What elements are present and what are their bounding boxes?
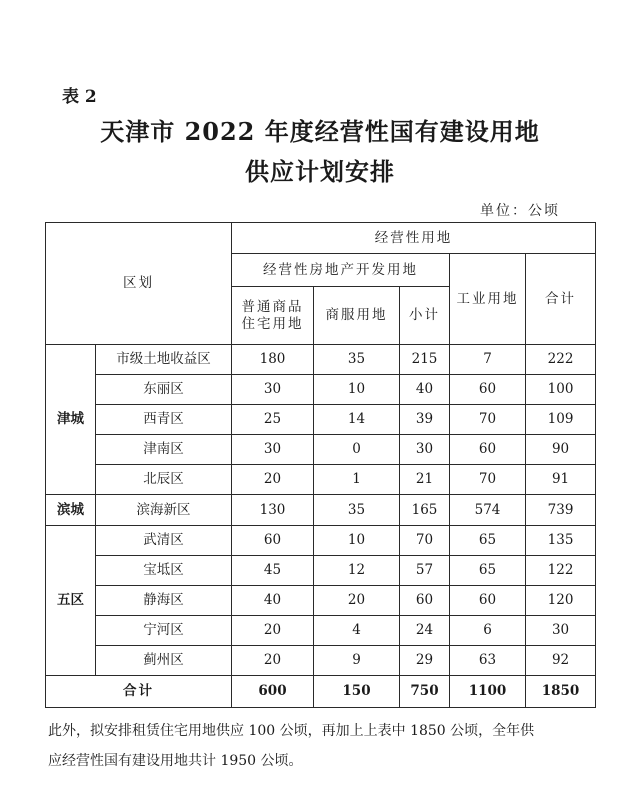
cell-commercial: 10 [314,526,400,556]
district-name: 武清区 [96,526,232,556]
cell-total: 100 [526,375,596,405]
header-residential-line2: 住宅用地 [241,315,304,332]
cell-residential: 25 [232,405,314,435]
cell-subtotal: 30 [400,435,450,465]
cell-industrial: 60 [450,586,526,616]
cell-industrial: 60 [450,435,526,465]
cell-commercial: 0 [314,435,400,465]
footnote-line2: 应经营性国有建设用地共计 1950 公顷。 [48,753,303,769]
table-row [46,646,596,676]
total-industrial: 1100 [450,676,526,708]
cell-total: 109 [526,405,596,435]
cell-commercial: 35 [314,345,400,375]
cell-industrial: 65 [450,526,526,556]
totals-label: 合计 [46,676,232,708]
totals-row [46,676,596,708]
land-supply-table [45,222,596,708]
cell-industrial: 6 [450,616,526,646]
cell-total: 92 [526,646,596,676]
cell-total: 90 [526,435,596,465]
footnote-line1: 此外，拟安排租赁住宅用地供应 100 公顷，再加上上表中 1850 公顷，全年供 [48,723,535,739]
cell-total: 739 [526,495,596,526]
cell-residential: 60 [232,526,314,556]
cell-subtotal: 57 [400,556,450,586]
cell-industrial: 65 [450,556,526,586]
district-name: 北辰区 [96,465,232,495]
header-operational-land: 经营性用地 [232,223,596,254]
cell-commercial: 12 [314,556,400,586]
cell-commercial: 20 [314,586,400,616]
cell-industrial: 574 [450,495,526,526]
cell-residential: 130 [232,495,314,526]
cell-industrial: 7 [450,345,526,375]
district-name: 市级土地收益区 [96,345,232,375]
document-title-line2: 供应计划安排 [245,157,395,186]
table-row [46,435,596,465]
cell-residential: 20 [232,616,314,646]
header-subtotal: 小计 [400,287,450,345]
cell-subtotal: 24 [400,616,450,646]
table-row [46,556,596,586]
cell-residential: 45 [232,556,314,586]
cell-industrial: 63 [450,646,526,676]
cell-commercial: 4 [314,616,400,646]
district-name: 滨海新区 [96,495,232,526]
cell-subtotal: 40 [400,375,450,405]
cell-residential: 30 [232,375,314,405]
cell-residential: 40 [232,586,314,616]
group-label: 滨城 [46,495,96,526]
cell-subtotal: 21 [400,465,450,495]
cell-total: 120 [526,586,596,616]
header-residential [232,287,314,345]
cell-residential: 180 [232,345,314,375]
table-row [46,586,596,616]
total-subtotal: 750 [400,676,450,708]
cell-commercial: 14 [314,405,400,435]
cell-commercial: 35 [314,495,400,526]
document-title-line1: 天津市 2022 年度经营性国有建设用地 [100,117,540,146]
cell-industrial: 70 [450,405,526,435]
cell-commercial: 9 [314,646,400,676]
cell-subtotal: 165 [400,495,450,526]
header-commercial: 商服用地 [314,287,400,345]
group-label: 津城 [46,345,96,495]
table-row [46,345,596,375]
table-row [46,526,596,556]
cell-subtotal: 70 [400,526,450,556]
header-residential-line1: 普通商品 [241,298,304,315]
district-name: 津南区 [96,435,232,465]
cell-residential: 20 [232,465,314,495]
cell-subtotal: 60 [400,586,450,616]
table-row [46,495,596,526]
header-total: 合计 [526,254,596,345]
district-name: 静海区 [96,586,232,616]
cell-total: 30 [526,616,596,646]
cell-subtotal: 39 [400,405,450,435]
cell-subtotal: 215 [400,345,450,375]
cell-commercial: 1 [314,465,400,495]
total-residential: 600 [232,676,314,708]
district-name: 西青区 [96,405,232,435]
cell-total: 122 [526,556,596,586]
district-name: 宝坻区 [96,556,232,586]
header-real-estate: 经营性房地产开发用地 [232,254,450,287]
unit-label: 单位：公顷 [480,203,560,219]
cell-industrial: 60 [450,375,526,405]
total-total: 1850 [526,676,596,708]
table-row [46,465,596,495]
cell-subtotal: 29 [400,646,450,676]
cell-total: 135 [526,526,596,556]
district-name: 宁河区 [96,616,232,646]
table-row [46,375,596,405]
cell-commercial: 10 [314,375,400,405]
district-name: 蓟州区 [96,646,232,676]
total-commercial: 150 [314,676,400,708]
table-row [46,616,596,646]
district-name: 东丽区 [96,375,232,405]
table-number: 表 2 [62,87,97,107]
table-row [46,405,596,435]
header-industrial: 工业用地 [450,254,526,345]
group-label: 五区 [46,526,96,676]
header-region: 区划 [46,223,232,345]
cell-total: 91 [526,465,596,495]
cell-residential: 20 [232,646,314,676]
cell-residential: 30 [232,435,314,465]
cell-industrial: 70 [450,465,526,495]
cell-total: 222 [526,345,596,375]
